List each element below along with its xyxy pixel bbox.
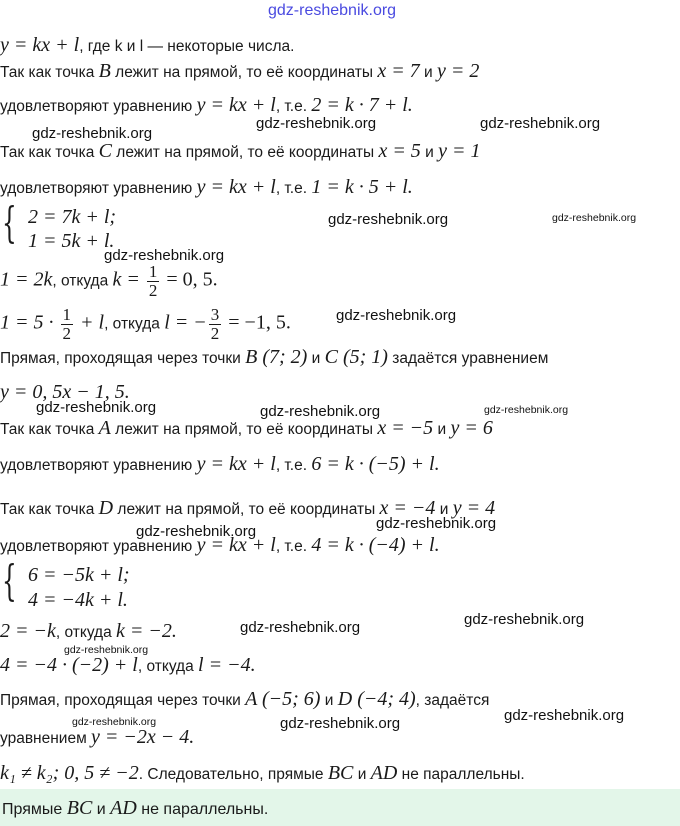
- line-substitute-b: [0, 95, 413, 117]
- math: y = 6: [450, 417, 493, 439]
- point-label: D: [98, 497, 114, 519]
- text: удовлетворяют уравнению: [0, 98, 197, 115]
- math: D (−4; 4): [337, 688, 416, 710]
- system-equation: 6 = −5k + l;: [28, 564, 130, 586]
- watermark: gdz-reshebnik.org: [104, 247, 225, 264]
- text: , откуда: [52, 272, 113, 290]
- text: , откуда: [55, 624, 117, 641]
- line-bc-equation-intro: [0, 347, 548, 369]
- brace: {: [2, 556, 17, 605]
- text: и: [420, 144, 439, 161]
- text: Прямая, проходящая через точки: [0, 692, 246, 709]
- text: и: [419, 64, 437, 81]
- text: и: [353, 766, 371, 783]
- watermark: gdz-reshebnik.org: [484, 404, 569, 416]
- math: C (5; 1): [324, 346, 388, 368]
- text: , где k и l — некоторые числа.: [79, 38, 295, 55]
- line-equation-form: [0, 35, 294, 57]
- math: y = kx + l: [196, 176, 276, 198]
- watermark: gdz-reshebnik.org: [504, 707, 625, 724]
- math: y = 4: [452, 497, 496, 519]
- math: y = kx + l: [196, 534, 276, 556]
- fraction: $\frac{1}{2}$: [148, 262, 158, 300]
- watermark: gdz-reshebnik.org: [336, 307, 457, 324]
- math: 4 = −4 · (−2) + l: [0, 654, 138, 676]
- math: + l: [75, 311, 105, 334]
- text: Прямая, проходящая через точки: [0, 350, 246, 367]
- fraction: $\frac{1}{2}$: [62, 305, 71, 343]
- math: y = 1: [438, 140, 481, 162]
- line-point-b: [0, 61, 479, 83]
- watermark: gdz-reshebnik.org: [36, 399, 157, 416]
- math: B (7; 2): [245, 346, 308, 368]
- text: лежит на прямой, то её координаты: [111, 144, 379, 161]
- text: не параллельны.: [397, 766, 525, 783]
- text: . Следовательно, прямые: [138, 766, 328, 783]
- text: удовлетворяют уравнению: [0, 538, 197, 555]
- watermark: gdz-reshebnik.org: [260, 403, 381, 420]
- text: лежит на прямой, то её координаты: [110, 64, 378, 81]
- system-equation: 1 = 5k + l.: [28, 230, 115, 252]
- watermark: gdz-reshebnik.org: [256, 115, 377, 132]
- math: 1 = 5 ·: [0, 311, 59, 334]
- math: k =: [112, 268, 145, 291]
- math: 2 = k · 7 + l.: [311, 94, 413, 116]
- line-point-c: [0, 141, 480, 163]
- answer-text: Прямые BC и AD не параллельны.: [2, 797, 269, 819]
- watermark: gdz-reshebnik.org: [480, 115, 601, 132]
- line-solve-k2: [0, 621, 177, 643]
- text: Так как точка: [0, 64, 99, 81]
- watermark: gdz-reshebnik.org: [280, 715, 401, 732]
- math: k = −2.: [116, 620, 177, 642]
- text: лежит на прямой, то её координаты: [113, 501, 380, 518]
- answer-box: [0, 789, 680, 826]
- text: удовлетворяют уравнению: [0, 180, 197, 197]
- text: Так как точка: [0, 501, 99, 518]
- text: уравнением: [0, 730, 92, 747]
- watermark: gdz-reshebnik.org: [328, 211, 449, 228]
- text: , т.е.: [275, 457, 312, 474]
- watermark: gdz-reshebnik.org: [464, 611, 585, 628]
- text: , т.е.: [275, 98, 312, 115]
- line-point-a: [0, 418, 493, 440]
- watermark: gdz-reshebnik.org: [552, 212, 637, 224]
- text: удовлетворяют уравнению: [0, 457, 197, 474]
- text: Так как точка: [0, 144, 99, 161]
- math: 4 = k · (−4) + l.: [311, 534, 440, 556]
- math: x = −5: [377, 417, 434, 439]
- point-label: A: [98, 417, 111, 439]
- line-solve-l: [0, 306, 291, 343]
- text: и: [433, 421, 451, 438]
- math: AD: [370, 762, 398, 784]
- math: = 0, 5.: [161, 268, 218, 291]
- math: y = kx + l: [0, 34, 80, 56]
- math: = −1, 5.: [223, 311, 291, 334]
- text: Так как точка: [0, 421, 99, 438]
- math: k₁ ≠ k₂; 0, 5 ≠ −2: [0, 762, 139, 784]
- watermark: gdz-reshebnik.org: [64, 644, 149, 656]
- text: , откуда: [104, 315, 165, 333]
- watermark: gdz-reshebnik.org: [32, 125, 153, 142]
- math: A (−5; 6): [245, 688, 321, 710]
- line-substitute-a: [0, 454, 440, 476]
- math: BC: [327, 762, 354, 784]
- text: и: [307, 350, 325, 367]
- text: , откуда: [137, 658, 199, 675]
- fraction: $\frac{3}{2}$: [210, 305, 220, 343]
- line-ad-equation-intro: [0, 689, 489, 711]
- brace: {: [2, 198, 17, 247]
- math: 1 = 2k: [0, 268, 53, 291]
- watermark: gdz-reshebnik.org: [136, 523, 257, 540]
- math: l = −4.: [198, 654, 256, 676]
- math: y = 0, 5x − 1, 5.: [0, 381, 130, 403]
- line-solve-k: [0, 263, 218, 300]
- math: y = kx + l: [196, 94, 276, 116]
- text: , задаётся: [415, 692, 490, 709]
- watermark: gdz-reshebnik.org: [268, 2, 397, 19]
- math: 6 = k · (−5) + l.: [311, 453, 440, 475]
- watermark: gdz-reshebnik.org: [376, 515, 497, 532]
- math: 1 = k · 5 + l.: [311, 176, 413, 198]
- line-ad-equation: [0, 727, 194, 749]
- math: l = −: [164, 311, 207, 334]
- line-conclusion: [0, 763, 525, 785]
- system-equation: 4 = −4k + l.: [28, 589, 128, 611]
- system-equation: 2 = 7k + l;: [28, 206, 117, 228]
- text: , т.е.: [275, 538, 312, 555]
- math: x = 7: [377, 60, 420, 82]
- text: и: [320, 692, 338, 709]
- watermark: gdz-reshebnik.org: [72, 716, 157, 728]
- line-solve-l2: [0, 655, 256, 677]
- point-label: B: [98, 60, 111, 82]
- math: y = −2x − 4.: [91, 726, 195, 748]
- text: и: [435, 501, 453, 518]
- watermark: gdz-reshebnik.org: [240, 619, 361, 636]
- math: x = −4: [379, 497, 436, 519]
- math: y = 2: [436, 60, 480, 82]
- text: задаётся уравнением: [387, 350, 549, 367]
- point-label: C: [98, 140, 112, 162]
- math: 2 = −k: [0, 620, 56, 642]
- text: лежит на прямой, то её координаты: [110, 421, 378, 438]
- math: y = kx + l: [196, 453, 276, 475]
- line-substitute-c: [0, 177, 413, 199]
- text: , т.е.: [275, 180, 312, 197]
- math: x = 5: [378, 140, 421, 162]
